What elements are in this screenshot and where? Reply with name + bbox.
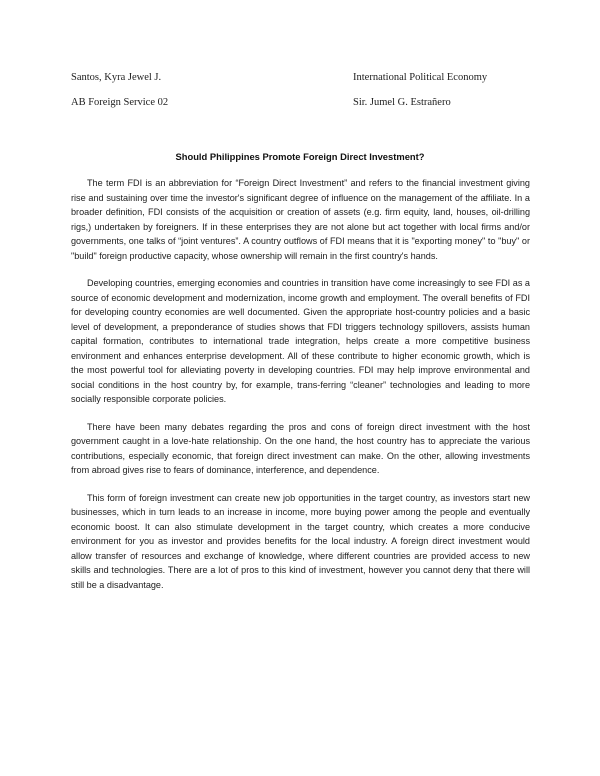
paragraph-fdi-definition: The term FDI is an abbreviation for “Foreign Direct Investment” and refers to the financial investment giving rise and sustaining over time the investor's significant degree of influence on the management of the affiliate. In a broader definition, FDI consists of the acquisition or creation of assets (e.g. firm equity, land, houses, oil-drilling rigs,) undertaken by foreigners. If in these enterprises they are not alone but act together with local firms and/or governments, one talks of “joint ventures”. A country outflows of FDI means that it is "exporting money" to "buy" or "build" foreign productive capacity, whose ownership will remain in the first country's hands. (71, 178, 530, 261)
instructor-name: Sir. Jumel G. Estrañero (353, 97, 451, 108)
essay-title: Should Philippines Promote Foreign Direct Investment? (175, 151, 425, 162)
essay-body (71, 176, 530, 605)
course-name: International Political Economy (353, 72, 488, 83)
paragraph-fdi-opportunities: This form of foreign investment can create new job opportunities in the target country, as investors start new businesses, which in turn leads to an increase in income, more buying power among the people and eventually economic boost. It can also stimulate development in the target country, which creates a more conducive environment for you as investor and provides benefits for the local industry. A foreign direct investment would allow transfer of resources and exchange of knowledge, where different countries are provided access to new skills and technologies. There are a lot of pros to this kind of investment, however you cannot deny that there will still be a disadvantage. (71, 492, 530, 590)
author-name: Santos, Kyra Jewel J. (71, 72, 162, 83)
program-section: AB Foreign Service 02 (71, 97, 169, 108)
paragraph-fdi-debates: There have been many debates regarding the pros and cons of foreign direct investment with the host government caught in a love-hate relationship. On the one hand, the host country has to appreciate the various contributions, especially economic, that foreign direct investment can make. On the other, allowing investments from abroad gives rise to fears of dominance, interference, and dependence. (71, 421, 530, 475)
paragraph-fdi-benefits: Developing countries, emerging economies and countries in transition have come increasingly to see FDI as a source of economic development and modernization, income growth and employment. The overall benefits of FDI for developing country economies are well documented. Given the appropriate host-country policies and a basic level of development, a preponderance of studies shows that FDI triggers technology spillovers, assists human capital formation, contributes to international trade integration, helps create a more competitive business environment and enhances enterprise development. All of these contribute to higher economic growth, which is the most powerful tool for alleviating poverty in developing countries. FDI may help improve environmental and social conditions in the host country by, for example, trans-ferring “cleaner” technologies and leading to more socially responsible corporate policies. (71, 278, 530, 404)
